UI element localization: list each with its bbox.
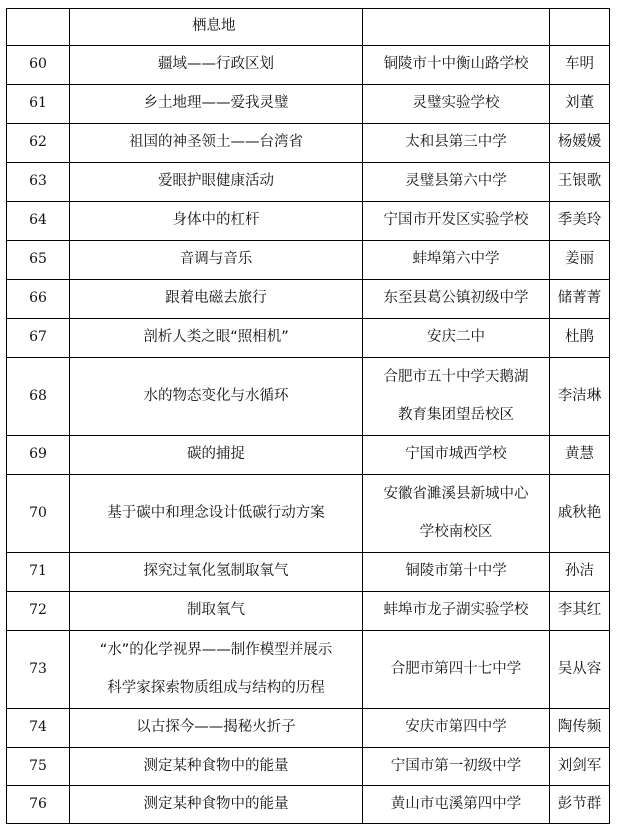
cell-school: 东至县葛公镇初级中学 — [363, 280, 550, 319]
cell-title: 以古探今——揭秘火折子 — [70, 709, 363, 748]
cell-number: 69 — [7, 436, 70, 475]
project-table — [6, 8, 610, 824]
cell-title: 碳的捕捉 — [70, 436, 363, 475]
cell-teacher: 杜鹃 — [550, 319, 610, 358]
cell-title: 疆域——行政区划 — [70, 46, 363, 85]
cell-school: 宁国市开发区实验学校 — [363, 202, 550, 241]
cell-title: 水的物态变化与水循环 — [70, 358, 363, 436]
cell-number: 71 — [7, 553, 70, 592]
cell-number: 62 — [7, 124, 70, 163]
cell-title: 爱眼护眼健康活动 — [70, 163, 363, 202]
cell-teacher: 李其红 — [550, 592, 610, 631]
cell-school: 安庆市第四中学 — [363, 709, 550, 748]
cell-number: 61 — [7, 85, 70, 124]
cell-school: 灵璧实验学校 — [363, 85, 550, 124]
cell-number: 67 — [7, 319, 70, 358]
table-row — [7, 475, 610, 553]
cell-number: 70 — [7, 475, 70, 553]
cell-teacher: 杨媛媛 — [550, 124, 610, 163]
cell-teacher: 刘剑军 — [550, 748, 610, 786]
table-row — [7, 319, 610, 358]
cell-title: 栖息地 — [70, 9, 363, 46]
cell-title: 身体中的杠杆 — [70, 202, 363, 241]
cell-number: 63 — [7, 163, 70, 202]
cell-teacher: 陶传频 — [550, 709, 610, 748]
table-row — [7, 592, 610, 631]
title-line: 科学家探索物质组成与结构的历程 — [107, 680, 325, 696]
cell-number: 68 — [7, 358, 70, 436]
table-row — [7, 202, 610, 241]
cell-title: 音调与音乐 — [70, 241, 363, 280]
cell-school: 灵璧县第六中学 — [363, 163, 550, 202]
cell-number: 64 — [7, 202, 70, 241]
cell-number: 73 — [7, 631, 70, 709]
cell-school — [363, 9, 550, 46]
cell-teacher: 吴从容 — [550, 631, 610, 709]
table-row — [7, 9, 610, 46]
cell-teacher: 储菁菁 — [550, 280, 610, 319]
table-row — [7, 709, 610, 748]
table-row — [7, 748, 610, 786]
table-row — [7, 436, 610, 475]
table-row — [7, 241, 610, 280]
table-row — [7, 553, 610, 592]
table-row — [7, 358, 610, 436]
cell-school — [363, 358, 550, 436]
cell-school: 安庆二中 — [363, 319, 550, 358]
cell-number: 74 — [7, 709, 70, 748]
cell-title: 制取氧气 — [70, 592, 363, 631]
cell-teacher: 彭节群 — [550, 786, 610, 824]
table-row — [7, 163, 610, 202]
table-row — [7, 124, 610, 163]
cell-teacher: 黄慧 — [550, 436, 610, 475]
school-line: 教育集团望岳校区 — [398, 407, 514, 423]
cell-school: 黄山市屯溪第四中学 — [363, 786, 550, 824]
cell-school: 铜陵市十中衡山路学校 — [363, 46, 550, 85]
cell-number: 72 — [7, 592, 70, 631]
cell-school — [363, 475, 550, 553]
cell-teacher: 李洁琳 — [550, 358, 610, 436]
cell-school: 太和县第三中学 — [363, 124, 550, 163]
cell-teacher: 王银歌 — [550, 163, 610, 202]
cell-school: 蚌埠市龙子湖实验学校 — [363, 592, 550, 631]
cell-teacher — [550, 9, 610, 46]
cell-number: 60 — [7, 46, 70, 85]
school-line: 安徽省濉溪县新城中心 — [383, 485, 529, 502]
cell-title: 测定某种食物中的能量 — [70, 786, 363, 824]
cell-teacher: 季美玲 — [550, 202, 610, 241]
school-line: 学校南校区 — [419, 524, 493, 540]
cell-school: 合肥市第四十七中学 — [363, 631, 550, 709]
cell-teacher: 车明 — [550, 46, 610, 85]
cell-teacher: 孙洁 — [550, 553, 610, 592]
table-row — [7, 85, 610, 124]
cell-number: 75 — [7, 748, 70, 786]
cell-title: 乡土地理——爱我灵璧 — [70, 85, 363, 124]
table-row — [7, 46, 610, 85]
cell-number — [7, 9, 70, 46]
cell-school: 蚌埠第六中学 — [363, 241, 550, 280]
table-row — [7, 786, 610, 824]
cell-number: 65 — [7, 241, 70, 280]
cell-number: 66 — [7, 280, 70, 319]
cell-title: 基于碳中和理念设计低碳行动方案 — [70, 475, 363, 553]
cell-school: 宁国市第一初级中学 — [363, 748, 550, 786]
cell-teacher: 姜丽 — [550, 241, 610, 280]
cell-school: 宁国市城西学校 — [363, 436, 550, 475]
cell-teacher: 刘董 — [550, 85, 610, 124]
table-row — [7, 631, 610, 709]
table-row — [7, 280, 610, 319]
cell-title: 祖国的神圣领土——台湾省 — [70, 124, 363, 163]
cell-number: 76 — [7, 786, 70, 824]
cell-title: 测定某种食物中的能量 — [70, 748, 363, 786]
school-line: 合肥市五十中学天鹅湖 — [383, 368, 529, 385]
cell-title — [70, 631, 363, 709]
cell-title: 跟着电磁去旅行 — [70, 280, 363, 319]
cell-teacher: 戚秋艳 — [550, 475, 610, 553]
cell-title: 探究过氧化氢制取氧气 — [70, 553, 363, 592]
cell-school: 铜陵市第十中学 — [363, 553, 550, 592]
cell-title: 剖析人类之眼“照相机” — [70, 319, 363, 358]
title-line: “水”的化学视界——制作模型并展示 — [99, 641, 333, 658]
